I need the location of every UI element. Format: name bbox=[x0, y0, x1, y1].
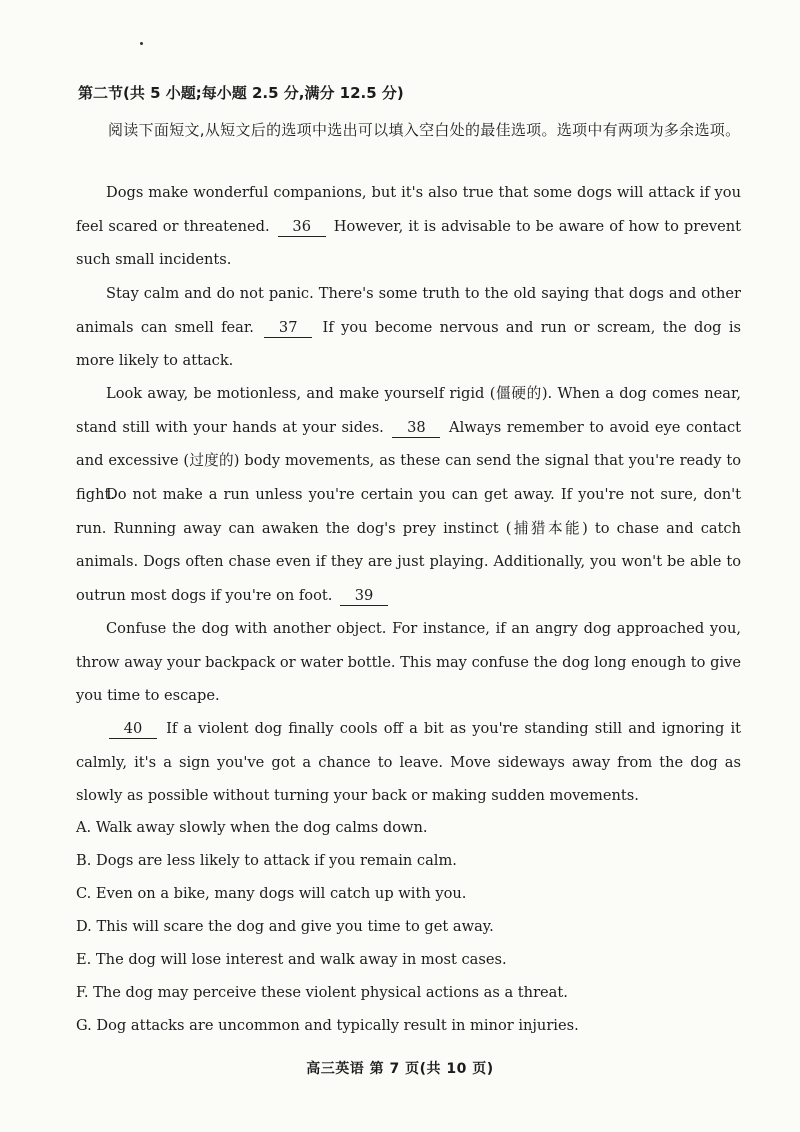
blank-40[interactable]: 40 bbox=[109, 720, 157, 739]
scan-speck bbox=[140, 42, 143, 45]
paragraph-text: Confuse the dog with another object. For instance, if an angry dog approached you, throw away your backpack or water bottle. This may confuse the dog long enough to give you time to escape. bbox=[76, 620, 741, 704]
page-footer: 高三英语 第 7 页(共 10 页) bbox=[306, 1061, 494, 1077]
option-a: A. Walk away slowly when the dog calms down. bbox=[76, 819, 428, 836]
passage-paragraph-4 bbox=[76, 478, 741, 612]
option-d: D. This will scare the dog and give you time to get away. bbox=[76, 918, 494, 935]
blank-39[interactable]: 39 bbox=[340, 587, 388, 606]
paragraph-text: If you become nervous and run or scream, the dog is more likely to attack. bbox=[76, 318, 741, 369]
paragraph-text: Do not make a run unless you're certain you can get away. If you're not sure, don't run. Running away can awaken the dog's prey instinct (捕猎本能) to chase and catch animals. Dogs often chase even if they are just playing. Additionally, you won't be able to outrun most dogs if you're on foot. bbox=[76, 486, 741, 604]
passage-paragraph-2 bbox=[76, 277, 741, 378]
paragraph-text: Always remember to avoid eye contact and excessive (过度的) body movements, as these can send the signal that you're ready to fight. bbox=[76, 418, 741, 503]
paragraph-text: If a violent dog finally cools off a bit as you're standing still and ignoring it calmly, it's a sign you've got a chance to leave. Move sideways away from the dog as slowly as possible without turning your back or making sudden movements. bbox=[76, 720, 741, 804]
blank-36[interactable]: 36 bbox=[278, 218, 326, 237]
passage-paragraph-6 bbox=[76, 712, 741, 813]
option-e: E. The dog will lose interest and walk away in most cases. bbox=[76, 951, 507, 968]
paragraph-text: Look away, be motionless, and make yourself rigid (僵硬的). When a dog comes near, stand still with your hands at your sides. bbox=[76, 385, 741, 436]
blank-37[interactable]: 37 bbox=[264, 319, 312, 338]
passage-paragraph-1 bbox=[76, 176, 741, 277]
blank-38[interactable]: 38 bbox=[392, 419, 440, 438]
option-c: C. Even on a bike, many dogs will catch up with you. bbox=[76, 885, 467, 902]
paragraph-text: Stay calm and do not panic. There's some truth to the old saying that dogs and other animals can smell fear. bbox=[76, 285, 741, 336]
section-heading: 第二节(共 5 小题;每小题 2.5 分,满分 12.5 分) bbox=[78, 84, 404, 102]
instructions: 阅读下面短文,从短文后的选项中选出可以填入空白处的最佳选项。选项中有两项为多余选项。 bbox=[108, 121, 741, 139]
paragraph-text: However, it is advisable to be aware of how to prevent such small incidents. bbox=[76, 217, 742, 268]
paragraph-text: Dogs make wonderful companions, but it's also true that some dogs will attack if you feel scared or threatened. bbox=[76, 184, 741, 235]
option-f: F. The dog may perceive these violent physical actions as a threat. bbox=[76, 984, 568, 1001]
passage-paragraph-5 bbox=[76, 612, 741, 713]
option-b: B. Dogs are less likely to attack if you remain calm. bbox=[76, 852, 457, 869]
option-g: G. Dog attacks are uncommon and typically result in minor injuries. bbox=[76, 1017, 579, 1034]
